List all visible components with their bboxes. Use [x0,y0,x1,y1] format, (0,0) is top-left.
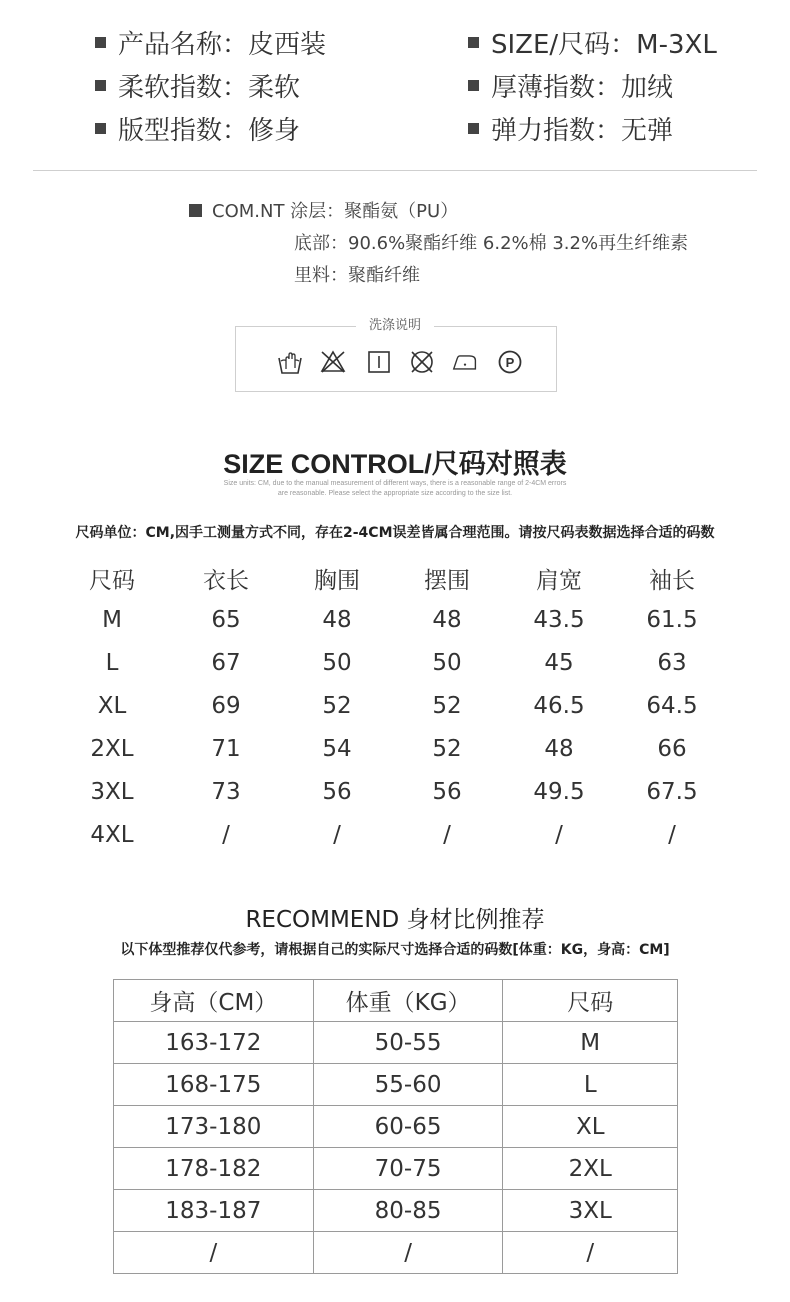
size-table-cell: 73 [211,779,241,805]
composition-text: COM.NT 涂层：聚酯氨（PU） [212,201,459,222]
size-table-cell: 49.5 [533,779,585,805]
recommend-cell: 183-187 [114,1190,314,1232]
size-table-cell: / [333,822,341,848]
size-table-cell: / [222,822,230,848]
size-table-cell: 50 [322,650,352,676]
size-table-cell: 67.5 [646,779,698,805]
recommend-row [114,1148,678,1190]
recommend-cell: 55-60 [313,1064,503,1106]
composition-line-3: 里料：聚酯纤维 [294,265,420,286]
size-table-cell: 54 [322,736,352,762]
attr-thickness [468,67,673,104]
size-control-title: SIZE CONTROL/尺码对照表 [223,449,567,479]
size-table-cell: 48 [432,607,462,633]
recommend-title: RECOMMEND 身材比例推荐 [245,907,545,933]
recommend-cell: 3XL [503,1190,678,1232]
attr-value: 皮西装 [248,30,327,60]
size-unit-note: 尺码单位：CM,因手工测量方式不同，存在2-4CM误差皆属合理范围。请按尺码表数据选择合适的码数 [75,525,715,541]
recommend-cell: 2XL [503,1148,678,1190]
recommend-header-cell: 身高（CM） [114,980,314,1022]
size-control-subtitle-2: are reasonable. Please select the appropriate size according to the size list. [277,490,513,497]
size-table-cell: 67 [211,650,241,676]
dry-clean-p-icon [497,349,523,375]
size-table-cell: / [555,822,563,848]
svg-text:P: P [505,355,515,370]
recommend-cell: 178-182 [114,1148,314,1190]
size-table-cell: 61.5 [646,607,698,633]
recommend-cell: 163-172 [114,1022,314,1064]
size-table-cell: 63 [657,650,687,676]
size-table-cell: 52 [322,693,352,719]
size-table-cell: 3XL [90,779,134,805]
size-table-header: 肩宽 [536,568,582,594]
bullet-square-icon [468,80,479,91]
no-dry-clean-icon [409,349,435,375]
size-table-cell: M [102,607,122,633]
size-table-cell: 46.5 [533,693,585,719]
section-divider [33,170,757,171]
bullet-square-icon [95,80,106,91]
recommend-table [113,979,678,1274]
size-table-cell: 48 [544,736,574,762]
recommend-cell: / [114,1232,314,1274]
care-title: 洗涤说明 [356,314,434,333]
size-control-subtitle-1: Size units: CM, due to the manual measurement of different ways, there is a reasonable range of 2-4CM errors [223,480,567,487]
recommend-cell: 80-85 [313,1190,503,1232]
composition-line-2: 底部：90.6%聚酯纤维 6.2%棉 3.2%再生纤维素 [294,233,689,254]
bullet-square-icon [95,123,106,134]
recommend-cell: / [313,1232,503,1274]
recommend-cell: 60-65 [313,1106,503,1148]
attr-label: 弹力指数： [491,116,622,146]
iron-low-icon [452,349,478,375]
size-table-header: 尺码 [89,568,135,594]
size-table-cell: L [105,650,119,676]
tumble-dry-icon [366,349,392,375]
attr-fit [95,110,300,147]
bullet-square-icon [468,123,479,134]
size-table-cell: 52 [432,736,462,762]
composition-line-1 [189,197,458,223]
bullet-square-icon [95,37,106,48]
attr-value: 修身 [248,116,301,146]
attr-value: M-3XL [636,30,717,60]
recommend-row [114,1232,678,1274]
hand-wash-icon [277,349,303,375]
size-table-header: 衣长 [203,568,249,594]
recommend-note: 以下体型推荐仅代参考，请根据自己的实际尺寸选择合适的码数[体重：KG，身高：CM] [120,942,670,958]
attr-value: 加绒 [621,73,674,103]
recommend-header-cell: 体重（KG） [313,980,503,1022]
attr-softness [95,67,300,104]
size-table-cell: 65 [211,607,241,633]
attr-size [468,24,717,61]
recommend-row [114,1106,678,1148]
attr-label: SIZE/尺码： [491,30,637,60]
attr-elasticity [468,110,673,147]
attr-label: 产品名称： [118,30,249,60]
attr-label: 柔软指数： [118,73,249,103]
size-table-cell: 66 [657,736,687,762]
bullet-square-icon [189,204,202,217]
size-table-cell: 50 [432,650,462,676]
size-table-header: 胸围 [314,568,360,594]
size-table-cell: 48 [322,607,352,633]
recommend-cell: 50-55 [313,1022,503,1064]
size-table-cell: 71 [211,736,241,762]
recommend-header-row [114,980,678,1022]
size-table-cell: / [668,822,676,848]
attr-label: 版型指数： [118,116,249,146]
attr-value: 无弹 [621,116,674,146]
bullet-square-icon [468,37,479,48]
no-bleach-icon [320,349,346,375]
size-table-cell: 45 [544,650,574,676]
recommend-cell: XL [503,1106,678,1148]
attr-label: 厚薄指数： [491,73,622,103]
size-table-cell: 43.5 [533,607,585,633]
recommend-cell: 173-180 [114,1106,314,1148]
attr-product-name [95,24,326,61]
size-table-header: 袖长 [649,568,695,594]
recommend-row [114,1022,678,1064]
size-table-cell: 52 [432,693,462,719]
attr-value: 柔软 [248,73,301,103]
size-table-cell: 4XL [90,822,134,848]
size-table-cell: 69 [211,693,241,719]
size-table-cell: 64.5 [646,693,698,719]
recommend-cell: L [503,1064,678,1106]
recommend-cell: / [503,1232,678,1274]
size-table-header: 摆围 [424,568,470,594]
recommend-row [114,1190,678,1232]
recommend-cell: 168-175 [114,1064,314,1106]
size-table-cell: XL [97,693,127,719]
size-table-cell: 56 [322,779,352,805]
size-table-cell: 56 [432,779,462,805]
recommend-cell: 70-75 [313,1148,503,1190]
size-table-cell: / [443,822,451,848]
size-table-cell: 2XL [90,736,134,762]
recommend-cell: M [503,1022,678,1064]
recommend-header-cell: 尺码 [503,980,678,1022]
recommend-row [114,1064,678,1106]
